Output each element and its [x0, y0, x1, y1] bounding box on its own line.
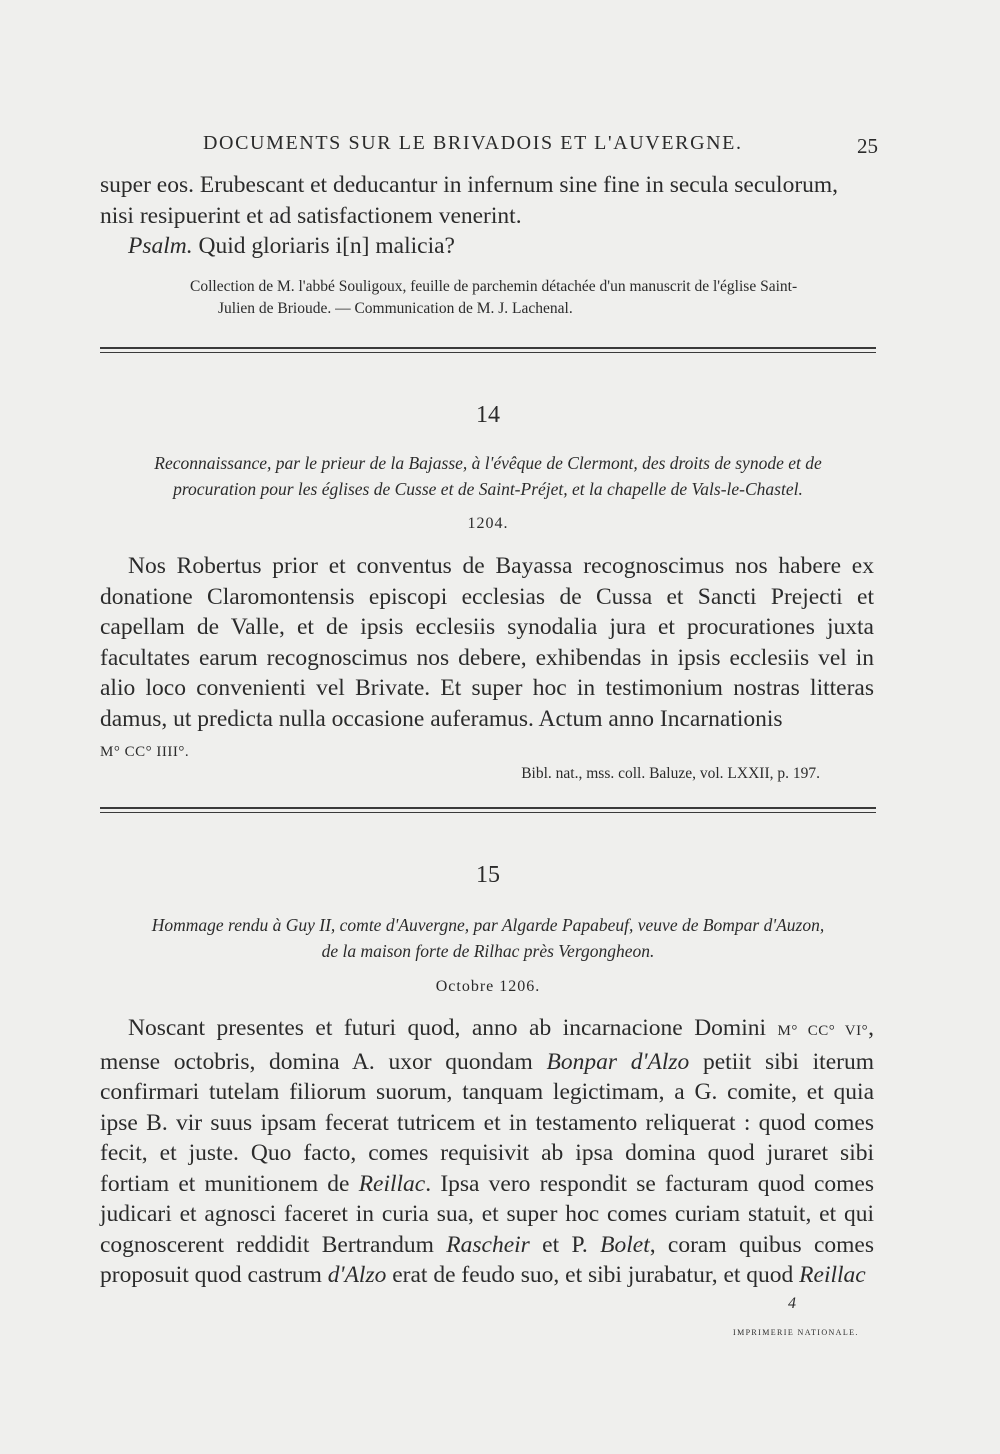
document-title-line: Hommage rendu à Guy II, comte d'Auvergne, par Algarde Papabeuf, veuve de Bompar d'Auzon,	[151, 915, 825, 935]
running-head: DOCUMENTS SUR LE BRIVADOIS ET L'AUVERGNE.	[203, 132, 743, 154]
italic-name: Rascheir	[446, 1231, 530, 1258]
document-title-line: procuration pour les églises de Cusse et de Saint-Préjet, et la chapelle de Vals-le-Chastel.	[173, 479, 803, 499]
page-header	[100, 132, 878, 162]
page-number: 25	[857, 134, 878, 158]
gathering-signature: 4	[788, 1295, 796, 1312]
document-paragraph-end	[100, 734, 874, 768]
source-note-line: Collection de M. l'abbé Souligoux, feuille de parchemin détachée d'un manuscrit de l'église Saint-	[190, 278, 798, 295]
document-date: 1204.	[467, 515, 509, 532]
document-number: 15	[476, 862, 500, 888]
document-number: 14	[476, 402, 500, 428]
date-small-caps: M° CC° IIII°.	[100, 744, 190, 760]
psalm-line	[100, 231, 874, 262]
document-title	[100, 912, 876, 964]
document-title-line: de la maison forte de Rilhac près Vergongheon.	[321, 941, 655, 961]
document-paragraph: Nos Robertus prior et conventus de Bayassa recognoscimus nos habere ex donatione Claromontensis episcopi ecclesias de Cussa et Sancti Prejecti et capellam de Valle, et de ipsis ecclesiis synodalia jura et procurationes juxta facultates earum recognoscimus nos debere, exhibendas in ipsis ecclesiis vel in alio loco convenienti vel Brivate. Et super hoc in testimonium nostras litteras damus, ut predicta nulla occasione auferamus. Actum anno Incarnationis	[100, 553, 874, 732]
printer-imprint: IMPRIMERIE NATIONALE.	[733, 1328, 859, 1337]
continuation-line: nisi resipuerint et ad satisfactionem venerint.	[100, 202, 522, 229]
document-paragraph: Noscant presentes et futuri quod, anno ab incarnacione Domini M° CC° VI°, mense octobris, domina A. uxor quondam Bonpar d'Alzo petiit sibi iterum confirmari tutelam filiorum suorum, tanquam legictimam, a G. comite, et quia ipse B. vir suus ipsam fecerat tutricem et in testamento reliquerat : quod comes fecit, et juste. Quo facto, comes requisivit ab ipsa domina quod juraret sibi fortiam et munitionem de Reillac. Ipsa vero respondit se facturam quod comes judicari et agnosci faceret in curia sua, et super hoc comes curiam statuit, et qui cognoscerent reddidit Bertrandum Rascheir et P. Bolet, coram quibus comes proposuit quod castrum d'Alzo erat de feudo suo, et sibi jurabatur, et quod Reillac	[100, 1015, 875, 1288]
date-small-caps: M° CC° VI°	[777, 1023, 869, 1039]
italic-name: Reillac	[358, 1170, 426, 1197]
source-note-line: Julien de Brioude. — Communication de M. J. Lachenal.	[218, 300, 573, 317]
source-reference: Bibl. nat., mss. coll. Baluze, vol. LXXII, p. 197.	[521, 765, 820, 782]
document-text	[100, 1013, 874, 1291]
document-title-line: Reconnaissance, par le prieur de la Bajasse, à l'évêque de Clermont, des droits de synode et de	[154, 453, 822, 473]
psalm-text: Quid gloriaris i[n] malicia?	[192, 233, 455, 259]
document-title	[100, 450, 876, 502]
section-rule	[100, 807, 876, 813]
continuation-text	[100, 170, 874, 262]
italic-name: Reillac	[799, 1262, 866, 1288]
section-rule	[100, 347, 876, 353]
italic-name: Bolet	[600, 1231, 650, 1258]
document-date: Octobre 1206.	[435, 978, 541, 995]
psalm-label: Psalm.	[128, 233, 193, 259]
italic-name: d'Alzo	[327, 1262, 387, 1288]
document-text	[100, 551, 874, 768]
source-note	[100, 276, 964, 320]
italic-name: Bonpar d'Alzo	[546, 1048, 690, 1075]
continuation-line: super eos. Erubescant et deducantur in infernum sine fine in secula seculorum,	[100, 172, 839, 198]
